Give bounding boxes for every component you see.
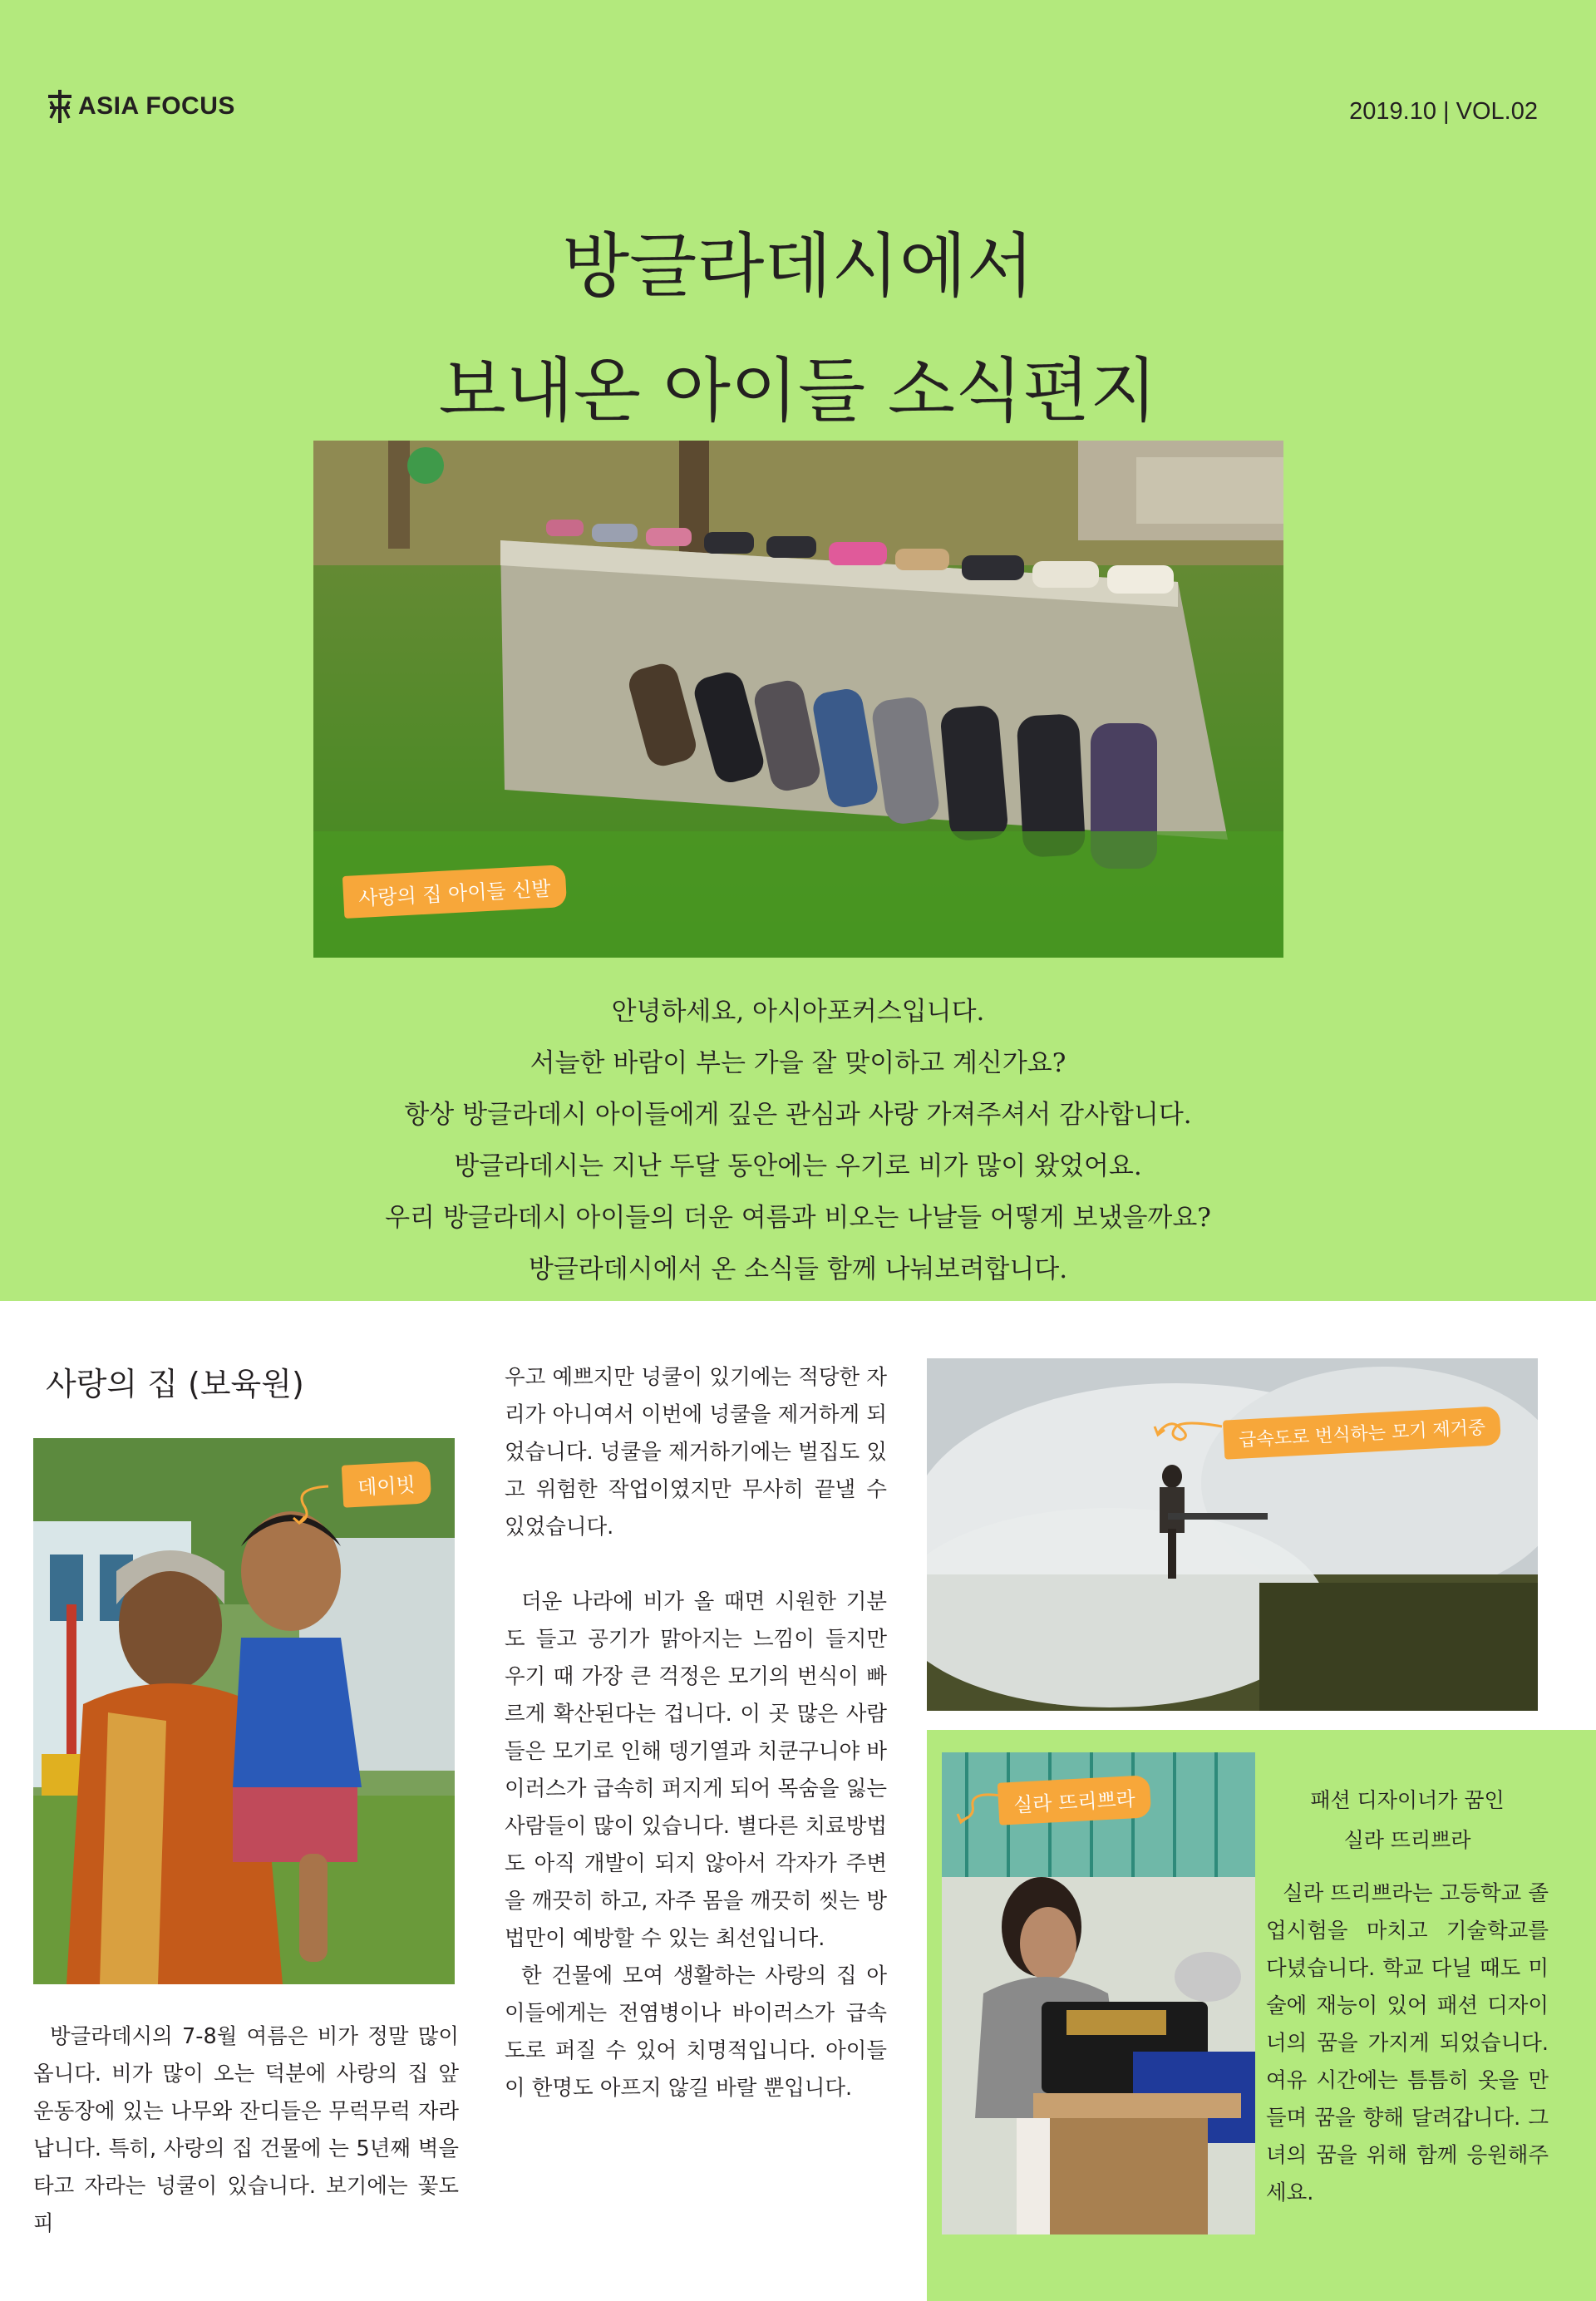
body-column-1: [33, 2018, 459, 2243]
paragraph: 방글라데시의 7-8월 여름은 비가 정말 많이 옵니다. 비가 많이 오는 덕분에 사랑의 집 앞 운동장에 있는 나무와 잔디들은 무럭무럭 자라납니다. 특히, 사랑의 집 건물에 는 5년째 벽을 타고 자라는 넝쿨이 있습니다. 보기에는 꽃도 피: [33, 2024, 459, 2236]
section-heading: 사랑의 집 (보육원): [46, 1366, 304, 1402]
paragraph: 우고 예쁘지만 넝쿨이 있기에는 적당한 자리가 아니여서 이번에 넝쿨을 제거하게 되었습니다. 넝쿨을 제거하기에는 벌집도 있고 위험한 작업이였지만 무사히 끝낼 수 있었습니다.: [505, 1365, 887, 1540]
page-title: [0, 204, 1596, 453]
profile-title-line-1: 패션 디자이너가 꿈인: [1310, 1788, 1505, 1812]
photo-mosquito-fogging: [927, 1358, 1538, 1711]
david-name-tag: 데이빗: [342, 1461, 431, 1507]
brand-logo: [47, 90, 235, 123]
body-column-2: [505, 1359, 887, 2107]
photo-sewing: [942, 1752, 1255, 2234]
profile-title-line-2: 실라 뜨리쁘라: [1343, 1828, 1471, 1852]
photo-david: [33, 1438, 455, 1984]
intro-line: 방글라데시에서 온 소식들 함께 나눠보려합니다.: [528, 1254, 1068, 1284]
curved-arrow-icon: [1151, 1417, 1226, 1450]
hero-photo-shoes: [313, 441, 1283, 958]
david-illustration: [33, 1438, 455, 1984]
curved-arrow-icon: [287, 1480, 337, 1530]
intro-line: 안녕하세요, 아시아포커스입니다.: [611, 997, 985, 1027]
profile-title: [1266, 1781, 1549, 1860]
intro-line: 우리 방글라데시 아이들의 더운 여름과 비오는 나날들 어떻게 보냈을까요?: [385, 1203, 1211, 1233]
title-line-1: 방글라데시에서: [561, 225, 1034, 307]
hero-caption-tag: 사랑의 집 아이들 신발: [342, 865, 567, 919]
intro-line: 방글라데시는 지난 두달 동안에는 우기로 비가 많이 왔었어요.: [454, 1151, 1142, 1181]
title-line-2: 보내온 아이들 소식편지: [438, 350, 1158, 431]
asia-focus-logo-icon: [47, 90, 75, 123]
brand-name: ASIA FOCUS: [78, 92, 235, 120]
fogging-caption-tag: 급속도로 번식하는 모기 제거중: [1223, 1406, 1501, 1459]
issue-label: 2019.10 | VOL.02: [1349, 98, 1538, 125]
intro-message: [0, 986, 1596, 1295]
sewing-name-tag: 실라 뜨리쁘라: [998, 1775, 1151, 1825]
intro-line: 항상 방글라데시 아이들에게 깊은 관심과 사랑 가져주셔서 감사합니다.: [404, 1100, 1192, 1130]
intro-line: 서늘한 바람이 부는 가을 잘 맞이하고 계신가요?: [530, 1048, 1066, 1078]
paragraph: 더운 나라에 비가 올 때면 시원한 기분도 들고 공기가 맑아지는 느낌이 들지만 우기 때 가장 큰 걱정은 모기의 번식이 빠르게 확산된다는 겁니다. 이 곳 많은 사람들은 모기로 인해 뎅기열과 치쿤구니야 바이러스가 급속히 퍼지게 되어 목숨을 잃는 사람들이 많이 있습니다. 별다른 치료방법도 아직 개발이 되지 않아서 각자가 주변을 깨끗히 하고, 자주 몸을 깨끗히 씻는 방법만이 예방할 수 있는 최선입니다.: [505, 1589, 887, 1951]
curved-arrow-icon: [954, 1787, 1004, 1829]
profile-text: 실라 뜨리쁘라는 고등학교 졸업시험을 마치고 기술학교를 다녔습니다. 학교 다닐 때도 미술에 재능이 있어 패션 디자이너의 꿈을 가지게 되었습니다. 여유 시간에는 틈틈히 옷을 만들며 꿈을 향해 달려갑니다. 그녀의 꿈을 위해 함께 응원해주세요.: [1266, 1881, 1549, 2205]
paragraph: 한 건물에 모여 생활하는 사랑의 집 아이들에게는 전염병이나 바이러스가 급속도로 퍼질 수 있어 치명적입니다. 아이들이 한명도 아프지 않길 바랄 뿐입니다.: [505, 1963, 887, 2101]
